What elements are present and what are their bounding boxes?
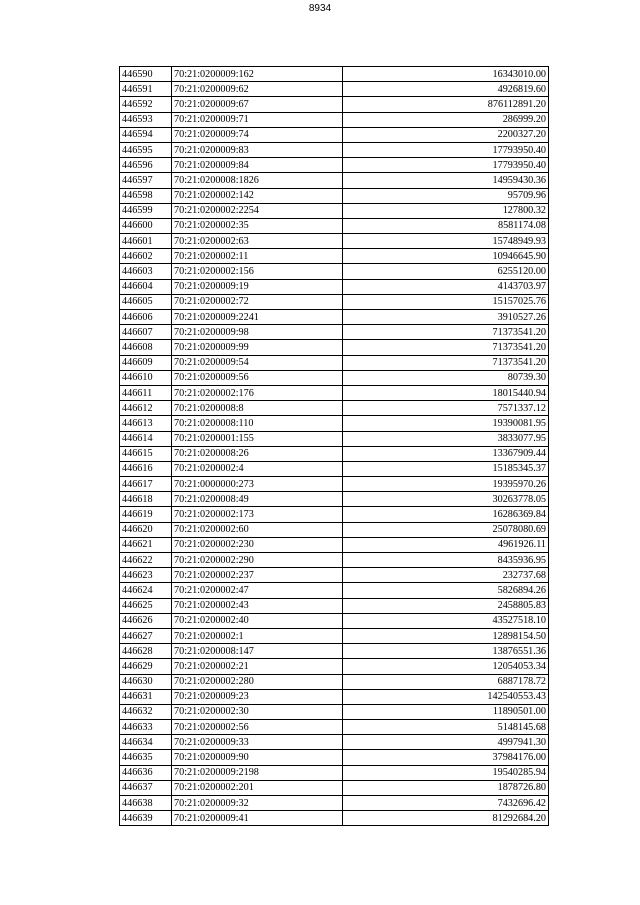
row-number-cell: 446635 xyxy=(120,750,172,765)
cadastral-value-cell: 19395970.26 xyxy=(343,477,549,492)
row-number-cell: 446598 xyxy=(120,188,172,203)
cadastral-value-cell: 71373541.20 xyxy=(343,340,549,355)
table-row xyxy=(120,477,549,492)
row-number-cell: 446595 xyxy=(120,142,172,157)
row-number-cell: 446639 xyxy=(120,811,172,826)
table-row xyxy=(120,553,549,568)
cadastral-number-cell: 70:21:0200002:290 xyxy=(172,553,343,568)
cadastral-number-cell: 70:21:0200002:21 xyxy=(172,659,343,674)
table-row xyxy=(120,720,549,735)
row-number-cell: 446613 xyxy=(120,416,172,431)
table-row xyxy=(120,431,549,446)
table-row xyxy=(120,537,549,552)
cadastral-number-cell: 70:21:0200009:56 xyxy=(172,370,343,385)
row-number-cell: 446605 xyxy=(120,294,172,309)
cadastral-value-cell: 6255120.00 xyxy=(343,264,549,279)
table-row xyxy=(120,310,549,325)
table-row xyxy=(120,188,549,203)
row-number-cell: 446623 xyxy=(120,568,172,583)
cadastral-value-cell: 95709.96 xyxy=(343,188,549,203)
cadastral-value-cell: 4926819.60 xyxy=(343,82,549,97)
table-row xyxy=(120,659,549,674)
row-number-cell: 446629 xyxy=(120,659,172,674)
table-row xyxy=(120,704,549,719)
cadastral-value-cell: 6887178.72 xyxy=(343,674,549,689)
cadastral-number-cell: 70:21:0200009:33 xyxy=(172,735,343,750)
cadastral-number-cell: 70:21:0200009:2241 xyxy=(172,310,343,325)
cadastral-value-cell: 12898154.50 xyxy=(343,628,549,643)
row-number-cell: 446624 xyxy=(120,583,172,598)
cadastral-number-cell: 70:21:0200009:2198 xyxy=(172,765,343,780)
page-number: 8934 xyxy=(308,3,332,14)
cadastral-number-cell: 70:21:0200008:110 xyxy=(172,416,343,431)
row-number-cell: 446592 xyxy=(120,97,172,112)
cadastral-number-cell: 70:21:0200008:49 xyxy=(172,492,343,507)
cadastral-value-cell: 71373541.20 xyxy=(343,355,549,370)
table-row xyxy=(120,234,549,249)
cadastral-value-cell: 19390081.95 xyxy=(343,416,549,431)
table-row xyxy=(120,279,549,294)
table-row xyxy=(120,127,549,142)
cadastral-value-cell: 25078080.69 xyxy=(343,522,549,537)
cadastral-number-cell: 70:21:0200002:230 xyxy=(172,537,343,552)
table-row xyxy=(120,796,549,811)
row-number-cell: 446590 xyxy=(120,67,172,82)
cadastral-number-cell: 70:21:0200002:72 xyxy=(172,294,343,309)
cadastral-value-cell: 17793950.40 xyxy=(343,142,549,157)
table-row xyxy=(120,112,549,127)
cadastral-value-cell: 8435936.95 xyxy=(343,553,549,568)
cadastral-value-cell: 3833077.95 xyxy=(343,431,549,446)
row-number-cell: 446614 xyxy=(120,431,172,446)
cadastral-number-cell: 70:21:0200002:47 xyxy=(172,583,343,598)
cadastral-value-cell: 81292684.20 xyxy=(343,811,549,826)
row-number-cell: 446608 xyxy=(120,340,172,355)
row-number-cell: 446634 xyxy=(120,735,172,750)
table-row xyxy=(120,173,549,188)
cadastral-value-cell: 15185345.37 xyxy=(343,461,549,476)
cadastral-value-cell: 12054053.34 xyxy=(343,659,549,674)
cadastral-number-cell: 70:21:0200008:26 xyxy=(172,446,343,461)
cadastral-number-cell: 70:21:0200009:162 xyxy=(172,67,343,82)
cadastral-value-cell: 232737.68 xyxy=(343,568,549,583)
cadastral-number-cell: 70:21:0200002:30 xyxy=(172,704,343,719)
row-number-cell: 446599 xyxy=(120,203,172,218)
table-row xyxy=(120,598,549,613)
table-row xyxy=(120,689,549,704)
cadastral-number-cell: 70:21:0200002:35 xyxy=(172,218,343,233)
table-row xyxy=(120,370,549,385)
row-number-cell: 446628 xyxy=(120,644,172,659)
row-number-cell: 446611 xyxy=(120,385,172,400)
row-number-cell: 446604 xyxy=(120,279,172,294)
row-number-cell: 446607 xyxy=(120,325,172,340)
table-row xyxy=(120,97,549,112)
cadastral-value-cell: 2458805.83 xyxy=(343,598,549,613)
row-number-cell: 446632 xyxy=(120,704,172,719)
cadastral-value-cell: 5148145.68 xyxy=(343,720,549,735)
row-number-cell: 446631 xyxy=(120,689,172,704)
row-number-cell: 446593 xyxy=(120,112,172,127)
cadastral-value-cell: 7432696.42 xyxy=(343,796,549,811)
cadastral-number-cell: 70:21:0200008:8 xyxy=(172,401,343,416)
row-number-cell: 446620 xyxy=(120,522,172,537)
row-number-cell: 446638 xyxy=(120,796,172,811)
table-row xyxy=(120,446,549,461)
table-row xyxy=(120,67,549,82)
cadastral-value-cell: 16343010.00 xyxy=(343,67,549,82)
cadastral-number-cell: 70:21:0200002:280 xyxy=(172,674,343,689)
cadastral-value-cell: 127800.32 xyxy=(343,203,549,218)
table-row xyxy=(120,264,549,279)
table-row xyxy=(120,325,549,340)
table-row xyxy=(120,385,549,400)
table-row xyxy=(120,674,549,689)
row-number-cell: 446621 xyxy=(120,537,172,552)
row-number-cell: 446612 xyxy=(120,401,172,416)
row-number-cell: 446601 xyxy=(120,234,172,249)
cadastral-number-cell: 70:21:0200009:41 xyxy=(172,811,343,826)
row-number-cell: 446617 xyxy=(120,477,172,492)
table-row xyxy=(120,203,549,218)
table-row xyxy=(120,644,549,659)
row-number-cell: 446602 xyxy=(120,249,172,264)
cadastral-number-cell: 70:21:0200009:23 xyxy=(172,689,343,704)
cadastral-value-cell: 15157025.76 xyxy=(343,294,549,309)
table-row xyxy=(120,416,549,431)
cadastral-number-cell: 70:21:0200002:201 xyxy=(172,780,343,795)
cadastral-value-cell: 142540553.43 xyxy=(343,689,549,704)
table-row xyxy=(120,780,549,795)
cadastral-number-cell: 70:21:0200002:173 xyxy=(172,507,343,522)
table-row xyxy=(120,765,549,780)
cadastral-value-cell: 8581174.08 xyxy=(343,218,549,233)
row-number-cell: 446594 xyxy=(120,127,172,142)
cadastral-number-cell: 70:21:0200009:74 xyxy=(172,127,343,142)
cadastral-value-cell: 5826894.26 xyxy=(343,583,549,598)
table-row xyxy=(120,568,549,583)
cadastral-value-cell: 10946645.90 xyxy=(343,249,549,264)
row-number-cell: 446622 xyxy=(120,553,172,568)
cadastral-value-cell: 3910527.26 xyxy=(343,310,549,325)
row-number-cell: 446610 xyxy=(120,370,172,385)
cadastral-value-cell: 30263778.05 xyxy=(343,492,549,507)
table-row xyxy=(120,735,549,750)
row-number-cell: 446600 xyxy=(120,218,172,233)
row-number-cell: 446615 xyxy=(120,446,172,461)
table-row xyxy=(120,340,549,355)
row-number-cell: 446637 xyxy=(120,780,172,795)
cadastral-value-cell: 15748949.93 xyxy=(343,234,549,249)
table-row xyxy=(120,461,549,476)
cadastral-value-cell: 19540285.94 xyxy=(343,765,549,780)
table-row xyxy=(120,507,549,522)
cadastral-number-cell: 70:21:0200009:19 xyxy=(172,279,343,294)
table-row xyxy=(120,613,549,628)
cadastral-number-cell: 70:21:0200002:142 xyxy=(172,188,343,203)
cadastral-value-cell: 1878726.80 xyxy=(343,780,549,795)
cadastral-number-cell: 70:21:0200009:32 xyxy=(172,796,343,811)
table-row xyxy=(120,583,549,598)
cadastral-number-cell: 70:21:0200002:56 xyxy=(172,720,343,735)
cadastral-number-cell: 70:21:0200009:62 xyxy=(172,82,343,97)
cadastral-number-cell: 70:21:0200009:71 xyxy=(172,112,343,127)
cadastral-number-cell: 70:21:0200002:237 xyxy=(172,568,343,583)
cadastral-number-cell: 70:21:0200002:4 xyxy=(172,461,343,476)
table-row xyxy=(120,401,549,416)
cadastral-number-cell: 70:21:0200009:54 xyxy=(172,355,343,370)
table-row xyxy=(120,355,549,370)
cadastral-value-cell: 43527518.10 xyxy=(343,613,549,628)
cadastral-value-cell: 16286369.84 xyxy=(343,507,549,522)
row-number-cell: 446627 xyxy=(120,628,172,643)
table-row xyxy=(120,492,549,507)
cadastral-number-cell: 70:21:0200002:2254 xyxy=(172,203,343,218)
cadastral-value-cell: 17793950.40 xyxy=(343,158,549,173)
cadastral-number-cell: 70:21:0200002:11 xyxy=(172,249,343,264)
cadastral-value-cell: 13367909.44 xyxy=(343,446,549,461)
cadastral-number-cell: 70:21:0200009:90 xyxy=(172,750,343,765)
cadastral-number-cell: 70:21:0200002:43 xyxy=(172,598,343,613)
table-body xyxy=(120,67,549,826)
cadastral-number-cell: 70:21:0000000:273 xyxy=(172,477,343,492)
cadastral-number-cell: 70:21:0200001:155 xyxy=(172,431,343,446)
row-number-cell: 446591 xyxy=(120,82,172,97)
row-number-cell: 446618 xyxy=(120,492,172,507)
table-row xyxy=(120,750,549,765)
row-number-cell: 446630 xyxy=(120,674,172,689)
cadastral-number-cell: 70:21:0200002:60 xyxy=(172,522,343,537)
table-row xyxy=(120,249,549,264)
cadastral-value-cell: 4997941.30 xyxy=(343,735,549,750)
cadastral-value-cell: 4961926.11 xyxy=(343,537,549,552)
table-row xyxy=(120,522,549,537)
cadastral-value-cell: 11890501.00 xyxy=(343,704,549,719)
table-row xyxy=(120,294,549,309)
cadastral-value-table xyxy=(119,66,549,826)
row-number-cell: 446616 xyxy=(120,461,172,476)
cadastral-value-cell: 71373541.20 xyxy=(343,325,549,340)
row-number-cell: 446636 xyxy=(120,765,172,780)
table-row xyxy=(120,82,549,97)
cadastral-value-cell: 7571337.12 xyxy=(343,401,549,416)
cadastral-number-cell: 70:21:0200009:99 xyxy=(172,340,343,355)
row-number-cell: 446633 xyxy=(120,720,172,735)
cadastral-number-cell: 70:21:0200008:1826 xyxy=(172,173,343,188)
cadastral-value-cell: 2200327.20 xyxy=(343,127,549,142)
row-number-cell: 446626 xyxy=(120,613,172,628)
cadastral-number-cell: 70:21:0200009:98 xyxy=(172,325,343,340)
table-row xyxy=(120,218,549,233)
cadastral-number-cell: 70:21:0200002:176 xyxy=(172,385,343,400)
cadastral-value-cell: 13876551.36 xyxy=(343,644,549,659)
cadastral-number-cell: 70:21:0200002:156 xyxy=(172,264,343,279)
table-row xyxy=(120,142,549,157)
row-number-cell: 446596 xyxy=(120,158,172,173)
cadastral-number-cell: 70:21:0200009:83 xyxy=(172,142,343,157)
cadastral-value-cell: 14959430.36 xyxy=(343,173,549,188)
table-row xyxy=(120,628,549,643)
cadastral-number-cell: 70:21:0200008:147 xyxy=(172,644,343,659)
row-number-cell: 446603 xyxy=(120,264,172,279)
row-number-cell: 446619 xyxy=(120,507,172,522)
row-number-cell: 446606 xyxy=(120,310,172,325)
cadastral-value-cell: 18015440.94 xyxy=(343,385,549,400)
row-number-cell: 446609 xyxy=(120,355,172,370)
cadastral-number-cell: 70:21:0200002:40 xyxy=(172,613,343,628)
row-number-cell: 446625 xyxy=(120,598,172,613)
cadastral-value-cell: 80739.30 xyxy=(343,370,549,385)
row-number-cell: 446597 xyxy=(120,173,172,188)
cadastral-number-cell: 70:21:0200009:84 xyxy=(172,158,343,173)
cadastral-number-cell: 70:21:0200002:63 xyxy=(172,234,343,249)
table-row xyxy=(120,811,549,826)
cadastral-value-cell: 286999.20 xyxy=(343,112,549,127)
cadastral-value-cell: 876112891.20 xyxy=(343,97,549,112)
table-row xyxy=(120,158,549,173)
cadastral-number-cell: 70:21:0200009:67 xyxy=(172,97,343,112)
cadastral-number-cell: 70:21:0200002:1 xyxy=(172,628,343,643)
cadastral-value-cell: 4143703.97 xyxy=(343,279,549,294)
cadastral-value-cell: 37984176.00 xyxy=(343,750,549,765)
